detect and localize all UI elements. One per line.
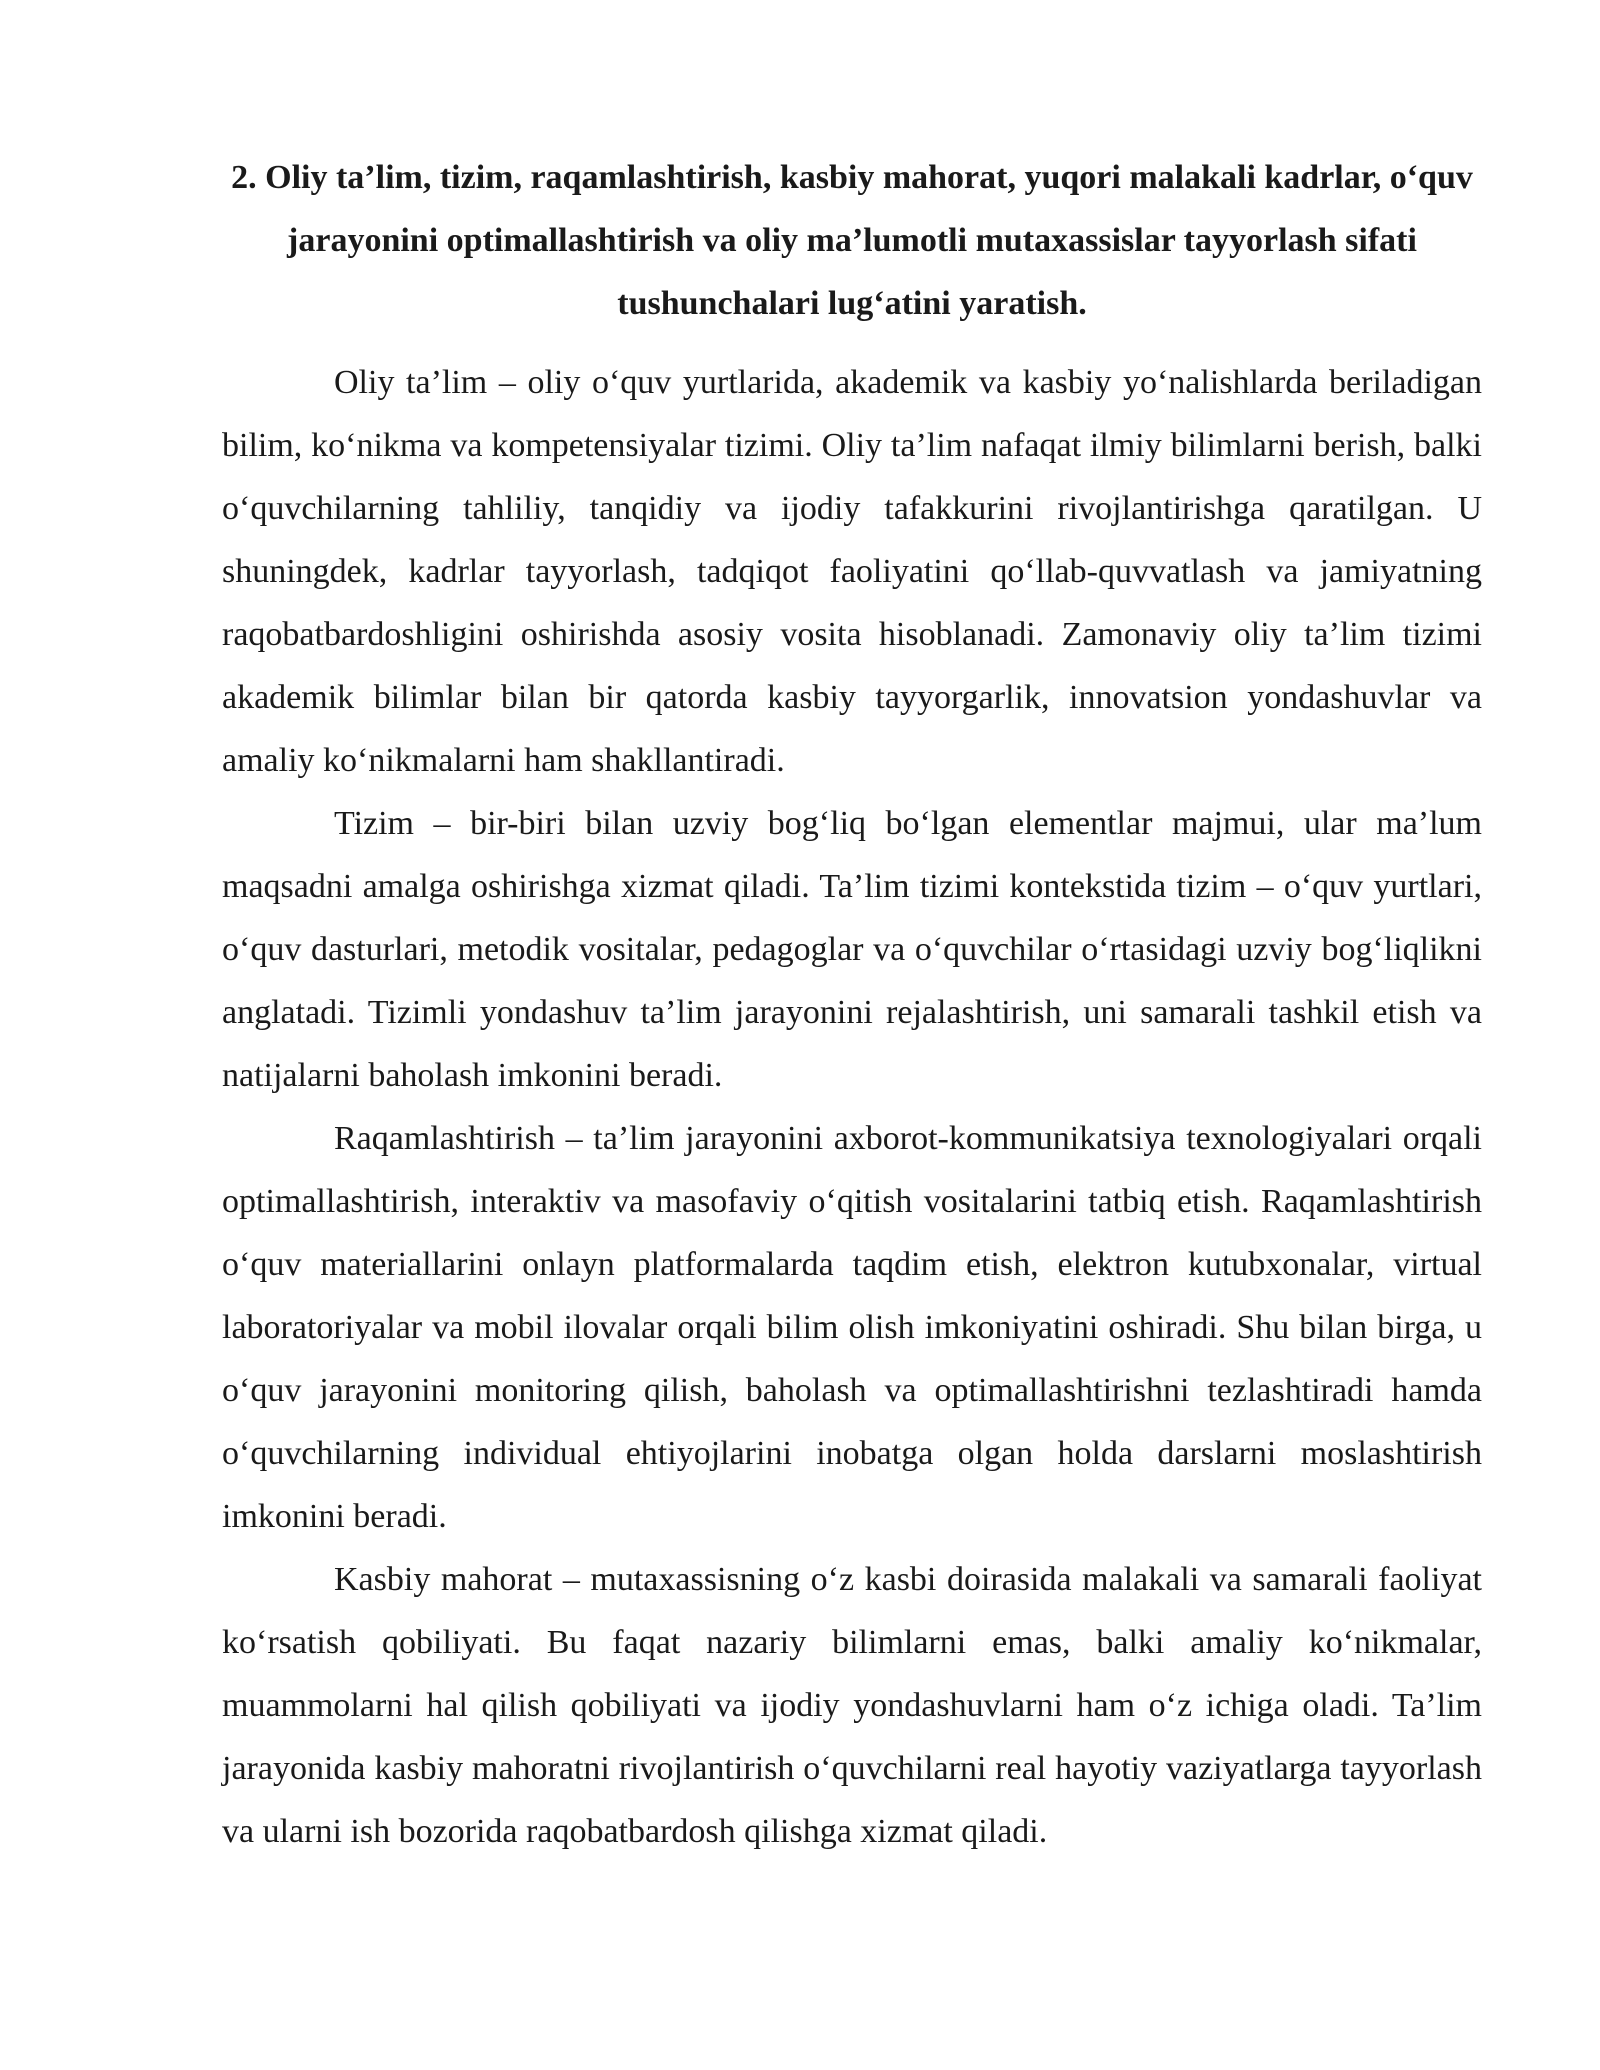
paragraph-raqamlashtirish: Raqamlashtirish – ta’lim jarayonini axborot-kommunikatsiya texnologiyalari orqali optimallashtirish, interaktiv va masofaviy o‘qitish vositalarini tatbiq etish. Raqamlashtirish o‘quv materiallarini onlayn platformalarda taqdim etish, elektron kutubxonalar, virtual laboratoriyalar va mobil ilovalar orqali bilim olish imkoniyatini oshiradi. Shu bilan birga, u o‘quv jarayonini monitoring qilish, baholash va optimallashtirishni tezlashtiradi hamda o‘quvchilarning individual ehtiyojlarini inobatga olgan holda darslarni moslashtirish imkonini beradi. bbox=[222, 1120, 1482, 1535]
paragraph-tizim: Tizim – bir-biri bilan uzviy bog‘liq bo‘lgan elementlar majmui, ular ma’lum maqsadni amalga oshirishga xizmat qiladi. Ta’lim tizimi kontekstida tizim – o‘quv yurtlari, o‘quv dasturlari, metodik vositalar, pedagoglar va o‘quvchilar o‘rtasidagi uzviy bog‘liqlikni anglatadi. Tizimli yondashuv ta’lim jarayonini rejalashtirish, uni samarali tashkil etish va natijalarni baholash imkonini beradi. bbox=[222, 805, 1482, 1094]
paragraph-kasbiy-mahorat: Kasbiy mahorat – mutaxassisning o‘z kasbi doirasida malakali va samarali faoliyat ko‘rsatish qobiliyati. Bu faqat nazariy bilimlarni emas, balki amaliy ko‘nikmalar, muammolarni hal qilish qobiliyati va ijodiy yondashuvlarni ham o‘z ichiga oladi. Ta’lim jarayonida kasbiy mahoratni rivojlantirish o‘quvchilarni real hayotiy vaziyatlarga tayyorlash va ularni ish bozorida raqobatbardosh qilishga xizmat qiladi. bbox=[222, 1561, 1482, 1850]
page-content bbox=[222, 146, 1482, 1863]
body-text bbox=[222, 351, 1482, 1863]
paragraph-oliy-talim: Oliy ta’lim – oliy o‘quv yurtlarida, akademik va kasbiy yo‘nalishlarda beriladigan bilim, ko‘nikma va kompetensiyalar tizimi. Oliy ta’lim nafaqat ilmiy bilimlarni berish, balki o‘quvchilarning tahliliy, tanqidiy va ijodiy tafakkurini rivojlantirishga qaratilgan. U shuningdek, kadrlar tayyorlash, tadqiqot faoliyatini qo‘llab-quvvatlash va jamiyatning raqobatbardoshligini oshirishda asosiy vosita hisoblanadi. Zamonaviy oliy ta’lim tizimi akademik bilimlar bilan bir qatorda kasbiy tayyorgarlik, innovatsion yondashuvlar va amaliy ko‘nikmalarni ham shakllantiradi. bbox=[222, 364, 1482, 779]
section-heading: 2. Oliy ta’lim, tizim, raqamlashtirish, kasbiy mahorat, yuqori malakali kadrlar, o‘quv jarayonini optimallashtirish va oliy ma’lumotli mutaxassislar tayyorlash sifati tushunchalari lug‘atini yaratish. bbox=[231, 159, 1473, 322]
